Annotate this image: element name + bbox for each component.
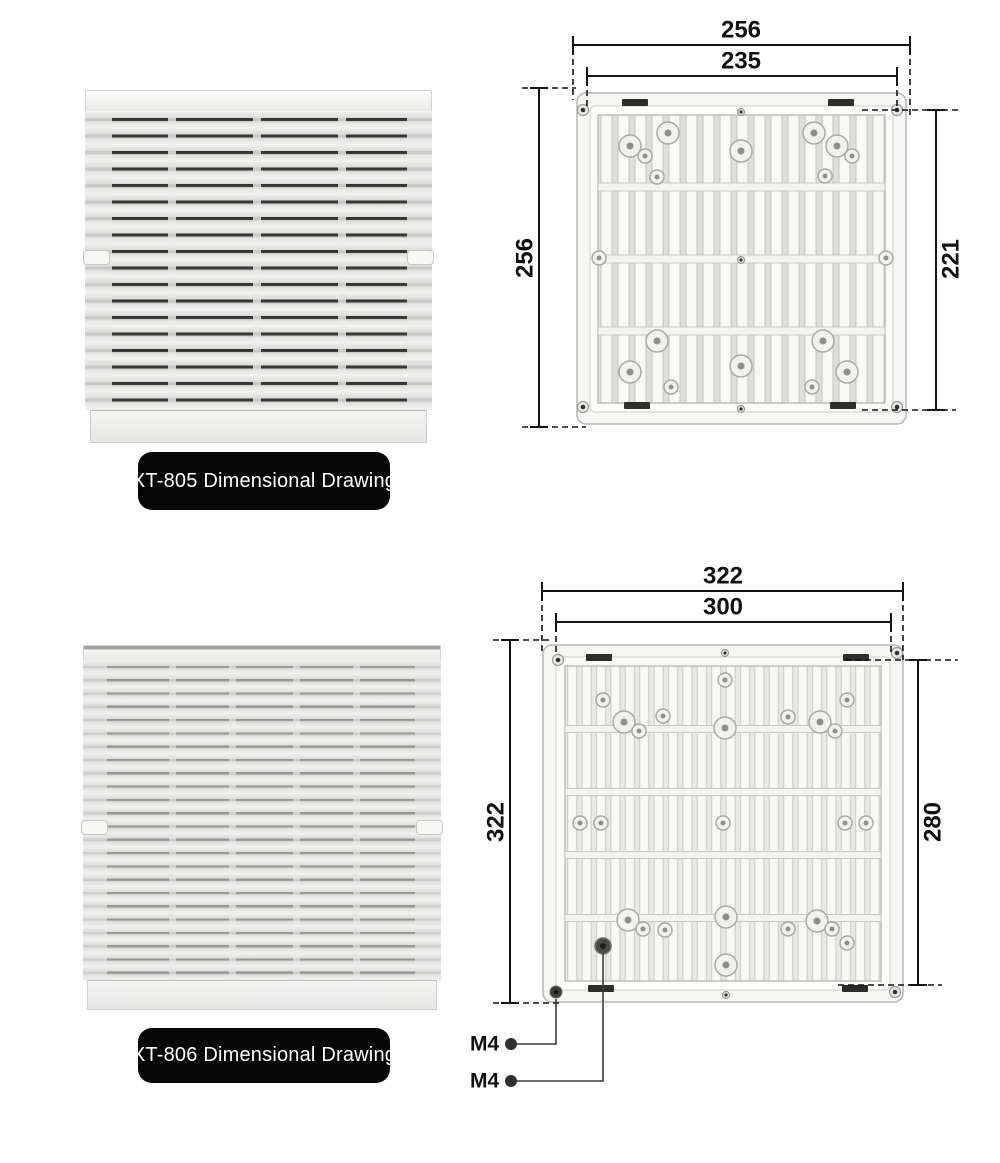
- xt806-product-body: [543, 645, 903, 1002]
- xt806-front-view: [83, 645, 441, 1010]
- latch-tab-left: [83, 250, 110, 265]
- louver-column-divider: [229, 660, 236, 980]
- m4-label-2: M4: [470, 1069, 500, 1093]
- dim-805-outer-height: 256: [511, 237, 539, 279]
- latch-tab-right: [407, 250, 434, 265]
- dim-805-cutout-width: 235: [720, 47, 762, 75]
- xt805-product-body: [577, 93, 906, 424]
- xt806-caption: [131, 1028, 397, 1083]
- louver-column-divider: [169, 660, 176, 980]
- m4-bullet-1: [505, 1038, 517, 1050]
- louver-column-divider: [293, 660, 300, 980]
- xt806-louver-grille: [83, 660, 441, 980]
- m4-callout-1: [470, 999, 556, 1056]
- xt806-back-view-drawing: [430, 555, 1000, 1155]
- dim-806-inner-height: 280: [919, 801, 947, 843]
- xt805-base: [90, 410, 427, 443]
- m4-label-1: M4: [470, 1032, 500, 1056]
- louver-column-divider: [338, 111, 346, 410]
- xt805-back-view-drawing: [460, 0, 1000, 460]
- xt806-base: [87, 980, 437, 1010]
- xt806-top-cap: [83, 645, 441, 661]
- dim-806-cutout-width: 300: [702, 593, 744, 621]
- xt805-caption-text: XT-805 Dimensional Drawing: [131, 469, 397, 492]
- xt805-caption: [131, 452, 397, 510]
- louver-column-divider: [253, 111, 261, 410]
- xt805-louver-grille: [85, 111, 432, 410]
- xt806-caption-text: XT-806 Dimensional Drawing: [131, 1044, 397, 1066]
- dim-805-outer-width: 256: [720, 16, 762, 44]
- louver-column-divider: [168, 111, 176, 410]
- dim-805-inner-height: 221: [937, 238, 965, 280]
- m4-bullet-2: [505, 1075, 517, 1087]
- xt805-top-cap: [85, 90, 432, 112]
- latch-tab-left: [81, 820, 108, 835]
- louver-column-divider: [353, 660, 360, 980]
- dim-806-outer-height: 322: [482, 801, 510, 843]
- dim-806-outer-width: 322: [702, 562, 744, 590]
- xt805-front-view: [85, 90, 432, 443]
